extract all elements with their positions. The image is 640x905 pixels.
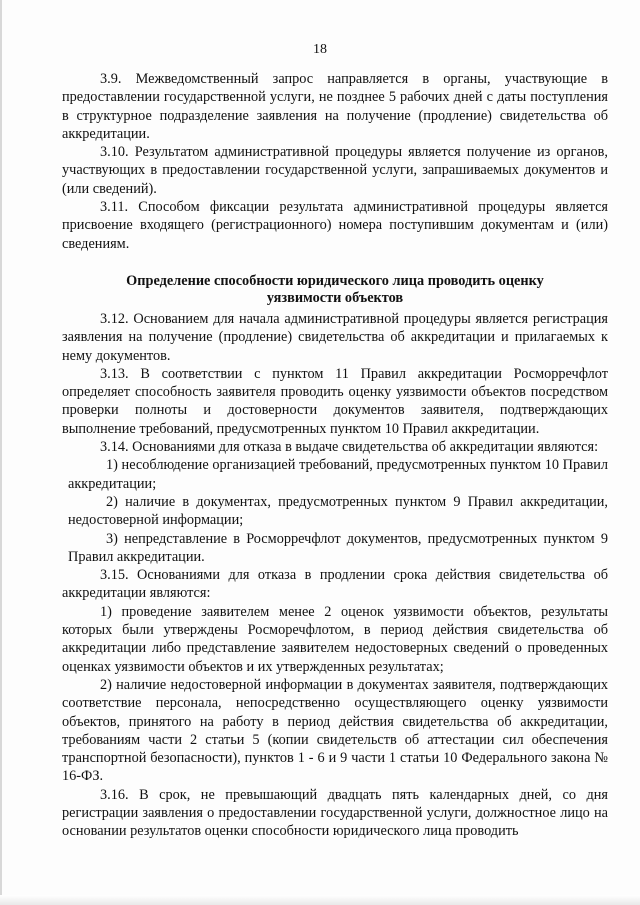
paragraph-3-11: 3.11. Способом фиксации результата административной процедуры является присвоение входящего (регистрационного) номера поступившим документам и (или) сведениям. — [62, 199, 608, 252]
page-number: 18 — [313, 42, 327, 57]
paragraph-3-9: 3.9. Межведомственный запрос направляется в органы, участвующие в предоставлении государственной услуги, не позднее 5 рабочих дней с даты поступления в структурное подразделение заявления на получение (продление) свидетельства об аккредитации. — [62, 71, 608, 142]
list-item-3-14-2: 2) наличие в документах, предусмотренных пунктом 9 Правил аккредитации, недостоверной информации; — [68, 493, 608, 529]
paragraph-3-12: 3.12. Основанием для начала административной процедуры является регистрация заявления на получение (продление) свидетельства об аккредитации и прилагаемых к нему документов. — [62, 310, 608, 364]
list-item-3-14-1: 1) несоблюдение организацией требований, предусмотренных пунктом 10 Правил аккредитации; — [68, 457, 608, 492]
paragraph-3-14: 3.14. Основаниями для отказа в выдаче свидетельства об аккредитации являются: — [100, 439, 599, 456]
paragraph-3-10: 3.10. Результатом административной процедуры является получение из органов, участвующих в предоставлении государственной услуги, запрашиваемых документов и (или сведений). — [62, 144, 608, 197]
paragraph-3-15: 3.15. Основаниями для отказа в продлении срока действия свидетельства об аккредитации являются: — [62, 567, 608, 602]
section-heading — [62, 273, 608, 308]
section-heading-line1: Определение способности юридического лица проводить оценку — [126, 272, 544, 289]
document-body — [62, 70, 608, 841]
paragraph-3-16: 3.16. В срок, не превышающий двадцать пять календарных дней, со дня регистрации заявления о предоставлении государственной услуги, должностное лицо на основании результатов оценки способности юридического лица проводить — [62, 786, 608, 840]
scan-edge-bottom — [0, 895, 640, 905]
section-heading-line2: уязвимости объектов — [266, 290, 404, 307]
scan-edge-left — [0, 0, 2, 905]
list-item-3-15-2: 2) наличие недостоверной информации в документах заявителя, подтверждающих соответствие персонала, непосредственно осуществляющего оценку уязвимости объектов, принятого на работу в период действия свидетельства об аккредитации, требованиям части 2 статьи 5 (копии свидетельств об аттестации сил обеспечения транспортной безопасности), пунктов 1 - 6 и 9 части 1 статьи 10 Федерального закона № 16-ФЗ. — [62, 676, 608, 785]
list-item-3-15-1: 1) проведение заявителем менее 2 оценок уязвимости объектов, результаты которых были утверждены Росморечфлотом, в период действия свидетельства об аккредитации либо представление заявителем недостоверных сведений о проведенных оценках уязвимости объектов и их утвержденных результатах; — [62, 603, 608, 675]
paragraph-3-13: 3.13. В соответствии с пунктом 11 Правил аккредитации Росморречфлот определяет способность заявителя проводить оценку уязвимости объектов посредством проверки полноты и достоверности документов заявителя, подтверждающих выполнение требований, предусмотренных пунктом 10 Правил аккредитации. — [62, 365, 608, 437]
list-item-3-14-3: 3) непредставление в Росморречфлот документов, предусмотренных пунктом 9 Правил аккредитации. — [68, 530, 608, 565]
